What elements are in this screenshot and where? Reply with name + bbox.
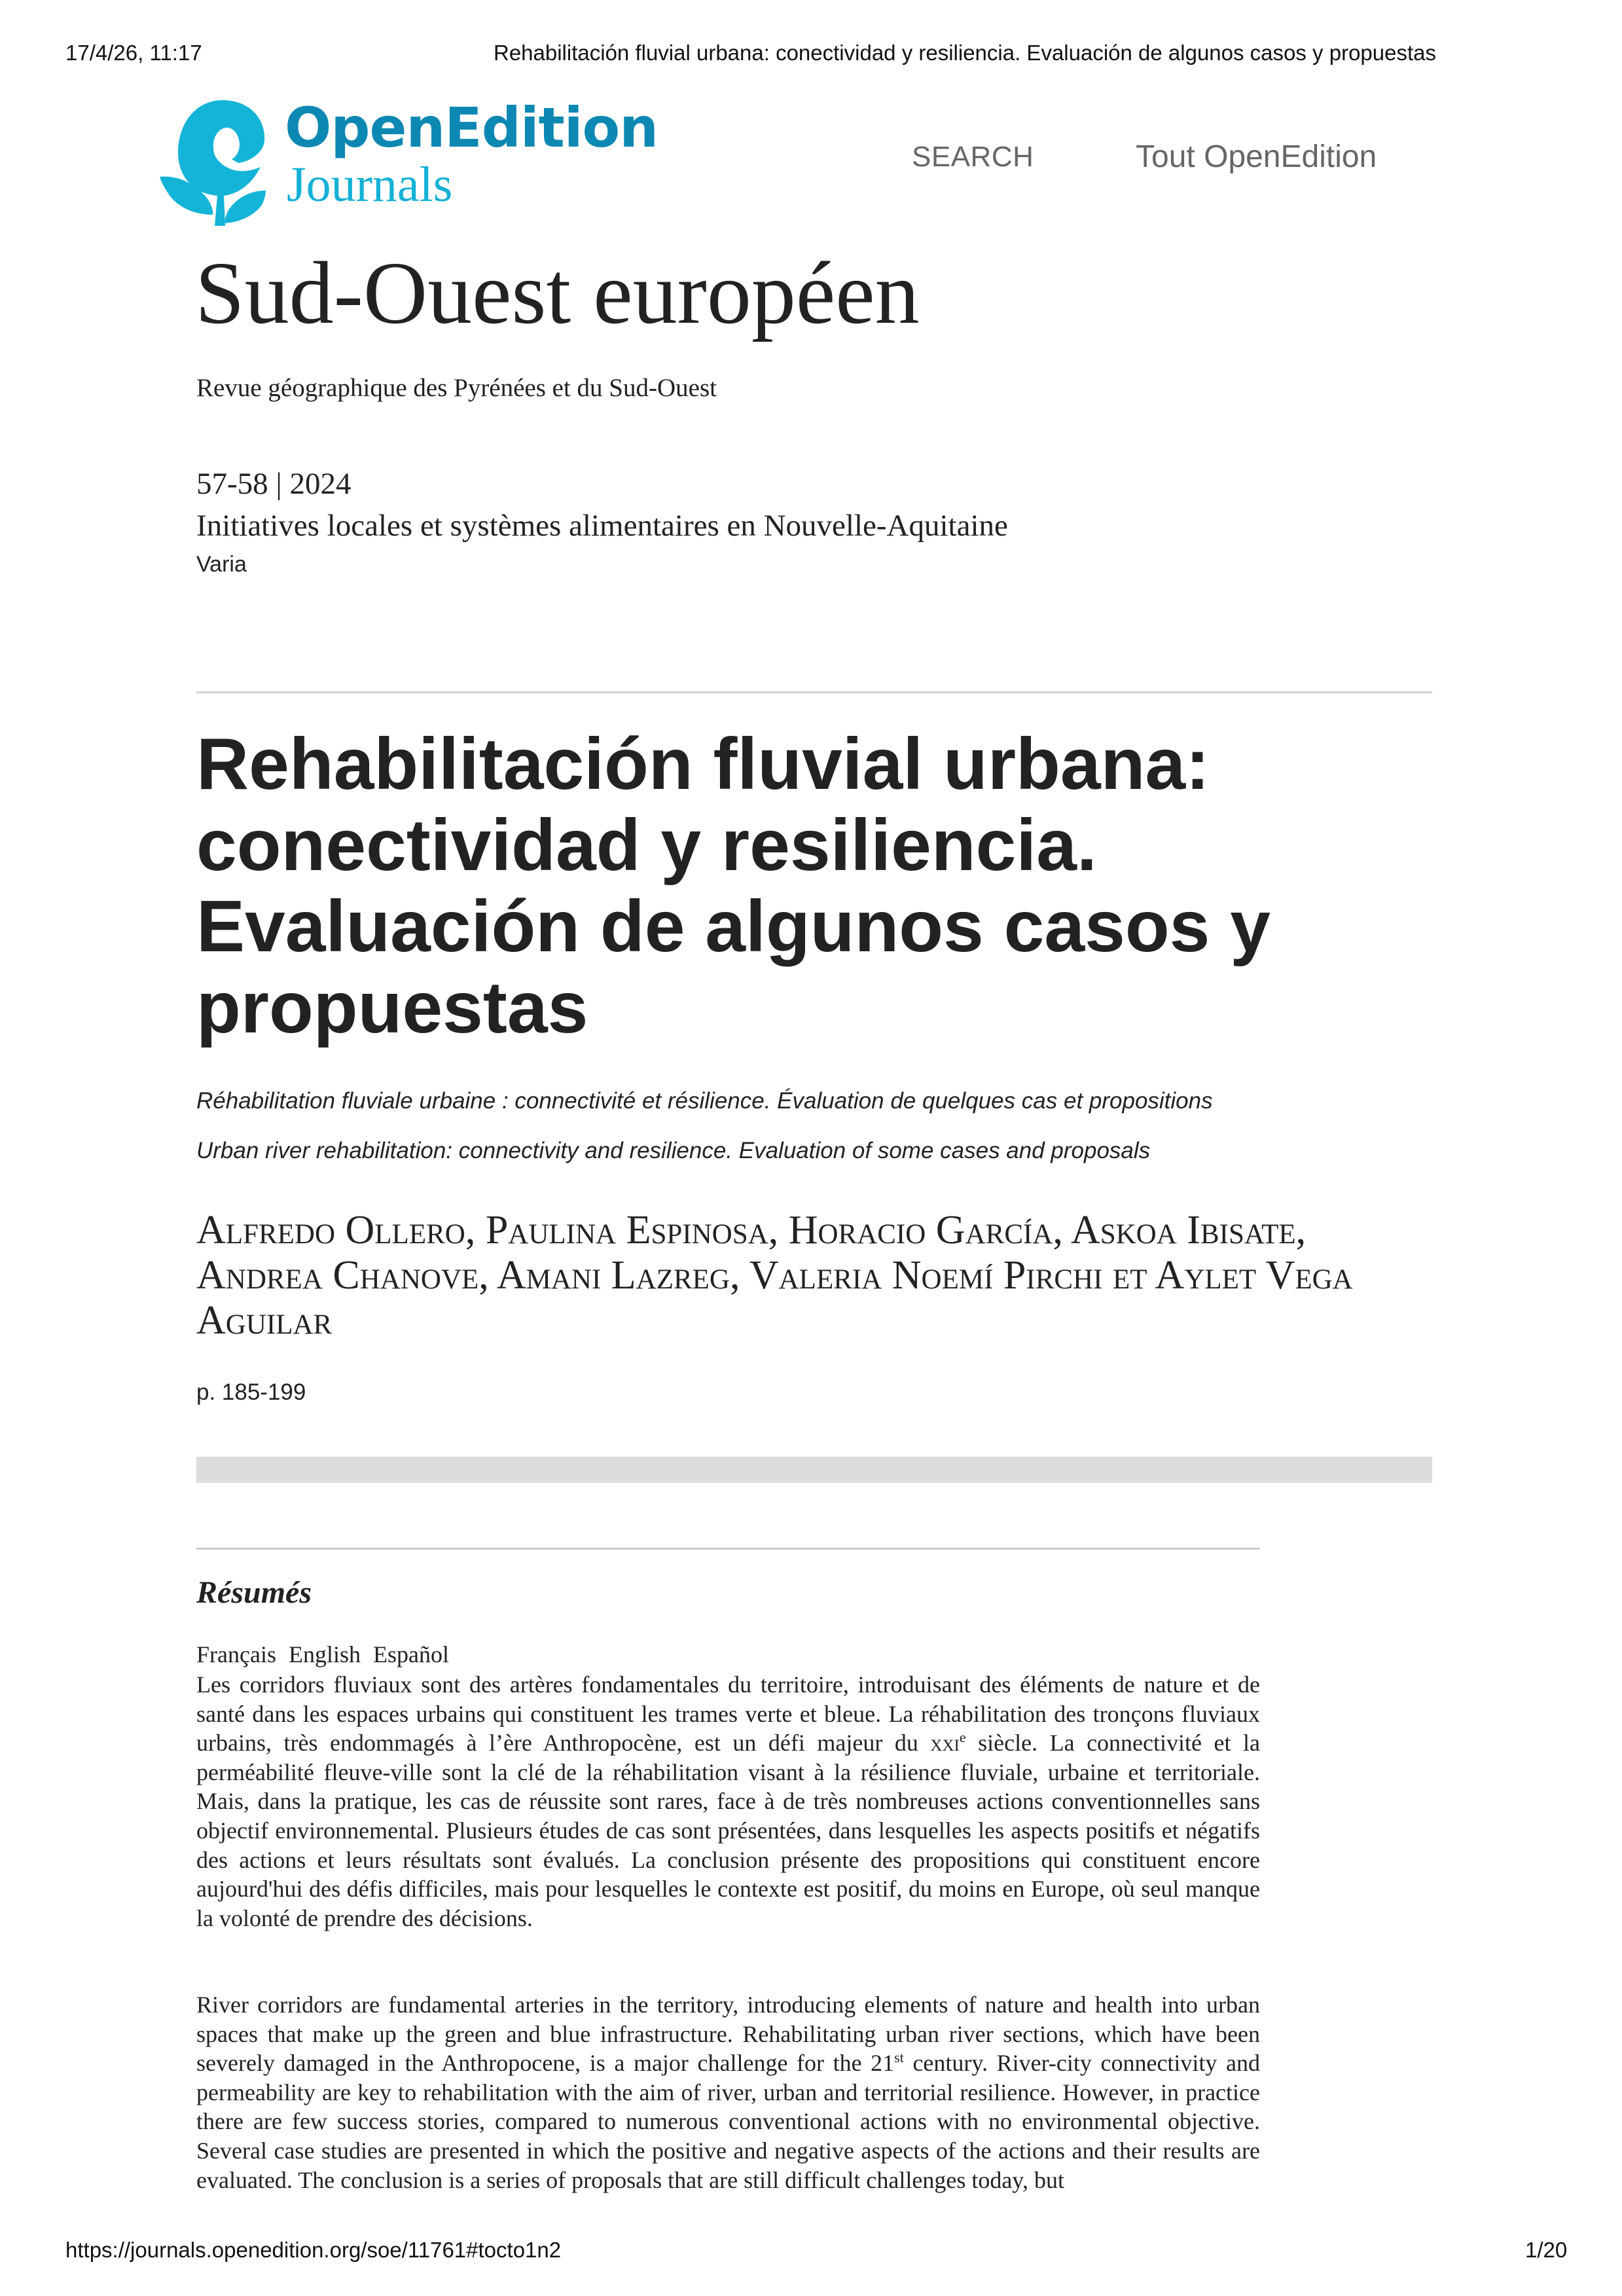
article-authors[interactable]: Alfredo Ollero, Paulina Espinosa, Horacio García, Askoa Ibisate, Andrea Chanove, Amani Lazreg, Valeria Noemí Pirchi et Aylet Vega Aguilar <box>196 1208 1353 1343</box>
tab-espanol[interactable]: Español <box>372 1641 449 1667</box>
openedition-flower-icon <box>157 95 288 226</box>
century-superscript: e <box>959 1729 966 1746</box>
divider <box>196 691 1432 693</box>
print-page-title: Rehabilitación fluvial urbana: conectividad y resiliencia. Evaluación de algunos casos y propuestas <box>493 41 1436 65</box>
article-pages: p. 185-199 <box>196 1379 306 1405</box>
century-numeral: xxi <box>930 1730 960 1757</box>
print-datetime: 17/4/26, 11:17 <box>65 41 202 65</box>
issue-section: Varia <box>196 552 247 577</box>
ordinal-superscript: st <box>894 2049 904 2066</box>
issue-number-year[interactable]: 57-58 | 2024 <box>196 467 351 501</box>
abstract-fr-part2: siècle. La connectivité et la perméabilité fleuve-ville sont la clé de la réhabilitation visant à la résilience fluviale, urbaine et territoriale. Mais, dans la pratique, les cas de réussite sont rares, face à de très nombreuses actions conventionnelles sans objectif environnemental. Plusieurs études de cas sont présentées, dans lesquelles les aspects positifs et négatifs des actions et leurs résultats sont évalués. La conclusion présente des propositions qui constituent encore aujourd'hui des défis difficiles, mais pour lesquelles le contexte est positif, du moins en Europe, où seul manque la volonté de prendre des décisions. <box>196 1730 1260 1931</box>
abstract-english <box>196 1990 1260 2195</box>
article-title-french: Réhabilitation fluviale urbaine : connectivité et résilience. Évaluation de quelques cas et propositions <box>196 1088 1213 1114</box>
abstracts-heading: Résumés <box>196 1575 312 1610</box>
logo-brand-text: OpenEdition <box>285 96 658 160</box>
search-link[interactable]: SEARCH <box>912 141 1034 173</box>
abstract-en-part2: century. River-city connectivity and permeability are key to rehabilitation with the aim of river, urban and territorial resilience. However, in practice there are few success stories, compared to numerous conventional actions with no environmental objective. Several case studies are presented in which the positive and negative aspects of the actions and their results are evaluated. The conclusion is a series of proposals that are still difficult challenges today, but <box>196 2050 1260 2193</box>
tout-openedition-link[interactable]: Tout OpenEdition <box>1136 139 1377 174</box>
issue-title[interactable]: Initiatives locales et systèmes alimentaires en Nouvelle-Aquitaine <box>196 509 1008 543</box>
logo-product-text: Journals <box>287 157 453 212</box>
abstract-language-tabs <box>196 1641 456 1668</box>
divider <box>196 1548 1260 1550</box>
article-title-english: Urban river rehabilitation: connectivity and resilience. Evaluation of some cases and proposals <box>196 1138 1151 1163</box>
tab-francais[interactable]: Français <box>196 1641 276 1667</box>
tab-english[interactable]: English <box>288 1641 361 1667</box>
journal-title[interactable]: Sud-Ouest européen <box>195 244 920 342</box>
abstract-fr-part1: Les corridors fluviaux sont des artères fondamentales du territoire, introduisant des éléments de nature et de santé dans les espaces urbains qui constituent les trames verte et bleue. La réhabilitation des tronçons fluviaux urbains, très endommagés à l’ère Anthropocène, est un défi majeur du <box>196 1671 1260 1757</box>
abstract-french <box>196 1670 1260 1933</box>
print-url: https://journals.openedition.org/soe/11761#tocto1n2 <box>65 2238 562 2262</box>
print-page-counter: 1/20 <box>1525 2238 1568 2262</box>
openedition-journals-logo[interactable] <box>157 95 658 226</box>
article-title: Rehabilitación fluvial urbana: conectividad y resiliencia. Evaluación de algunos casos y propuestas <box>196 723 1271 1048</box>
toolbar-bar <box>196 1457 1432 1483</box>
abstract-en-part1: River corridors are fundamental arteries in the territory, introducing elements of nature and health into urban spaces that make up the green and blue infrastructure. Rehabilitating urban river sections, which have been severely damaged in the Anthropocene, is a major challenge for the 21 <box>196 1992 1260 2077</box>
journal-subtitle: Revue géographique des Pyrénées et du Sud-Ouest <box>196 374 717 402</box>
